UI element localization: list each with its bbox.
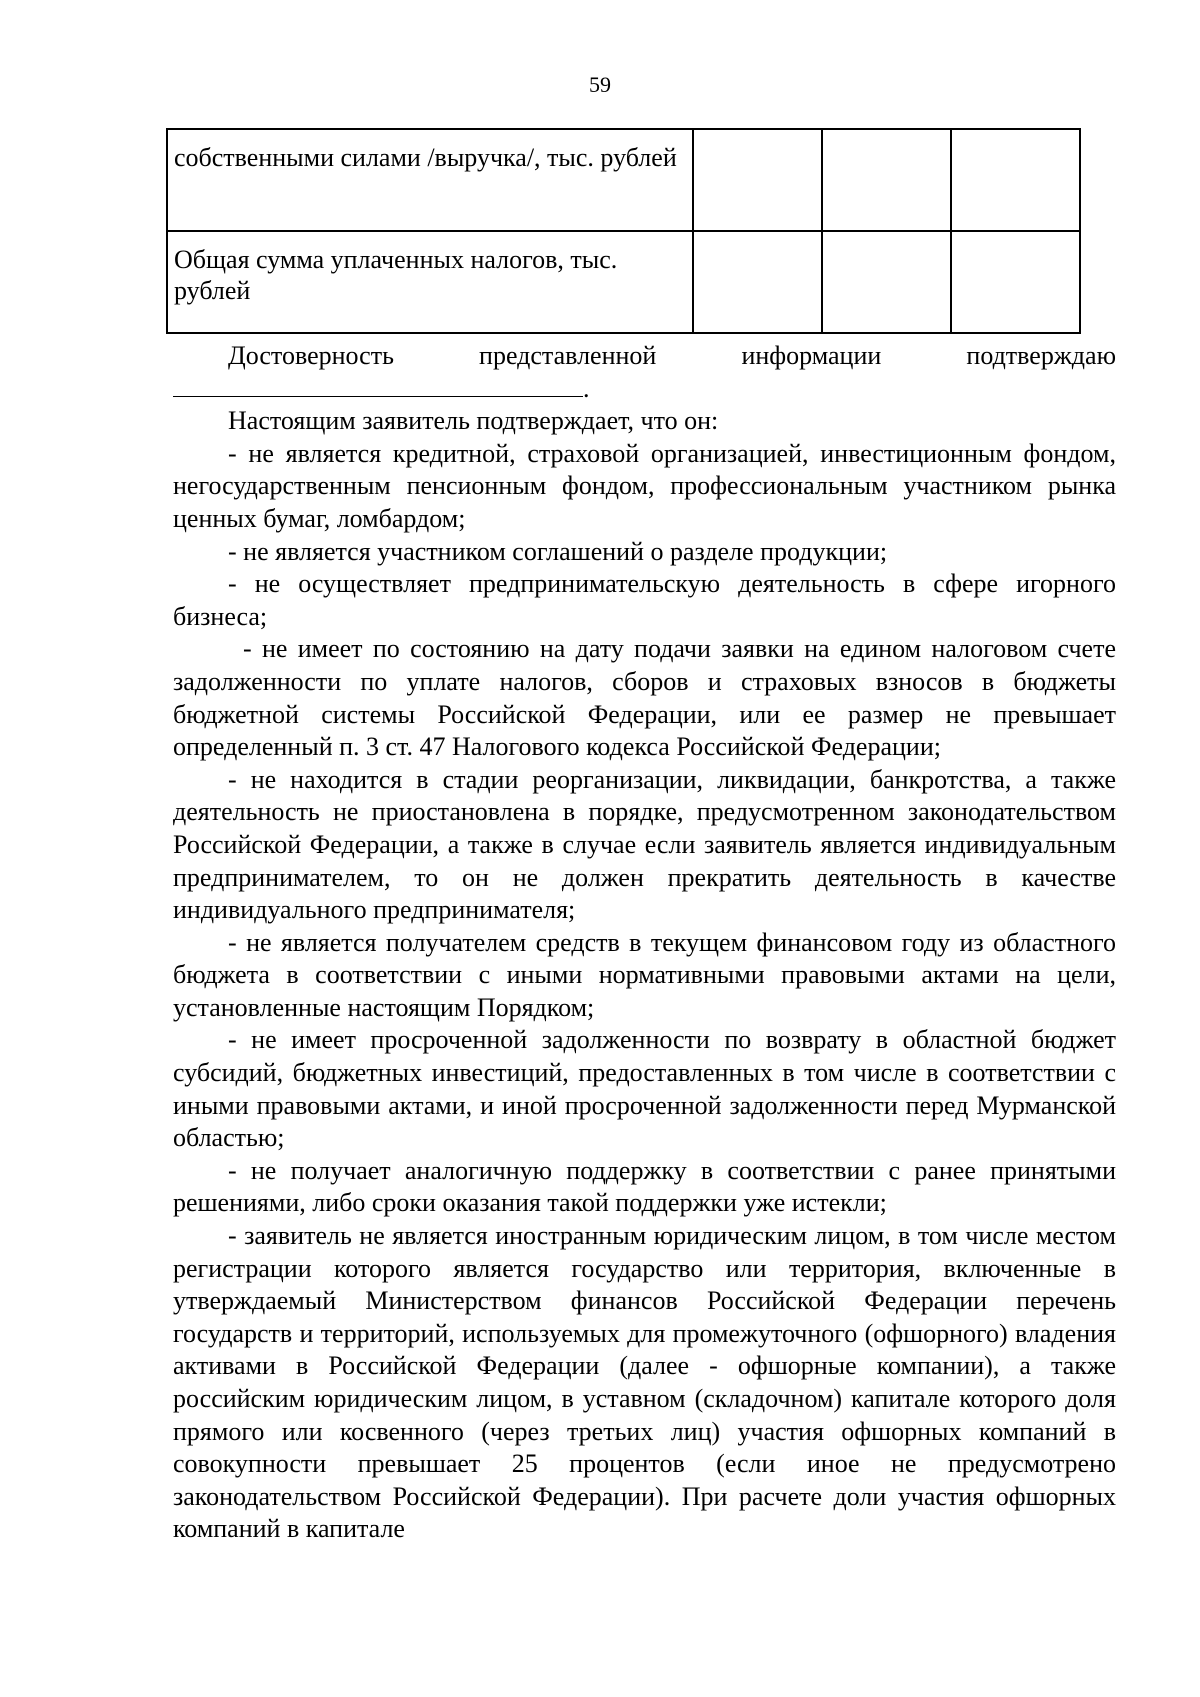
signature-line-end: . [583,373,590,403]
table-cell [951,231,1080,333]
list-item: - не является участником соглашений о разделе продукции; [228,536,888,566]
list-item: - не получает аналогичную поддержку в соответствии с ранее принятыми решениями, либо сроки оказания такой поддержки уже истекли; [173,1155,1116,1218]
table-cell [693,231,822,333]
list-item: - не имеет просроченной задолженности по возврату в областной бюджет субсидий, бюджетных инвестиций, предоставленных в том числе в соответствии с иными правовыми актами, и иной просроченной задолженности перед Мурманской областью; [173,1025,1116,1153]
list-item: - не является кредитной, страховой организацией, инвестиционным фондом, негосударственным пенсионным фондом, профессиональным участником рынка ценных бумаг, ломбардом; [173,438,1116,533]
intro-paragraph: Настоящим заявитель подтверждает, что он: [228,406,719,436]
table-row [167,231,1080,333]
page-number: 59 [589,72,611,97]
list-item: - не является получателем средств в текущем финансовом году из областного бюджета в соответствии с иными нормативными правовыми актами на цели, установленные настоящим Порядком; [173,927,1116,1022]
table-cell-label: собственными силами /выручка/, тыс. рублей [167,129,693,231]
list-item: - заявитель не является иностранным юридическим лицом, в том числе местом регистрации которого является государство или территория, включенные в утверждаемый Министерством финансов Российской Федерации перечень государств и территорий, используемых для промежуточного (офшорного) владения активами в Российской Федерации (далее - офшорные компании), а также российским юридическим лицом, в уставном (складочном) капитале которого доля прямого или косвенного (через третьих лиц) участия офшорных компаний в совокупности превышает 25 процентов (если иное не предусмотрено законодательством Российской Федерации). При расчете доли участия офшорных компаний в капитале [173,1221,1116,1544]
info-table [166,128,1081,334]
list-item: - не находится в стадии реорганизации, ликвидации, банкротства, а также деятельность не приостановлена в порядке, предусмотренном законодательством Российской Федерации, а также в случае если заявитель является индивидуальным предпринимателем, то он не должен прекратить деятельность в качестве индивидуального предпринимателя; [173,764,1116,925]
table-cell [693,129,822,231]
list-item: - не осуществляет предпринимательскую деятельность в сфере игорного бизнеса; [173,569,1116,631]
signature-underline [173,374,583,397]
confirmation-statement: Достоверность представленной информации подтверждаю [228,341,1116,370]
table-cell [951,129,1080,231]
table-cell [822,231,951,333]
document-body [173,340,1116,1546]
table-cell-label: Общая сумма уплаченных налогов, тыс. рублей [167,231,693,333]
signature-line [173,373,1116,406]
list-item: - не имеет по состоянию на дату подачи заявки на едином налоговом счете задолженности по уплате налогов, сборов и страховых взносов в бюджеты бюджетной системы Российской Федерации, или ее размер не превышает определенный п. 3 ст. 47 Налогового кодекса Российской Федерации; [173,634,1116,762]
table-row [167,129,1080,231]
table-cell [822,129,951,231]
